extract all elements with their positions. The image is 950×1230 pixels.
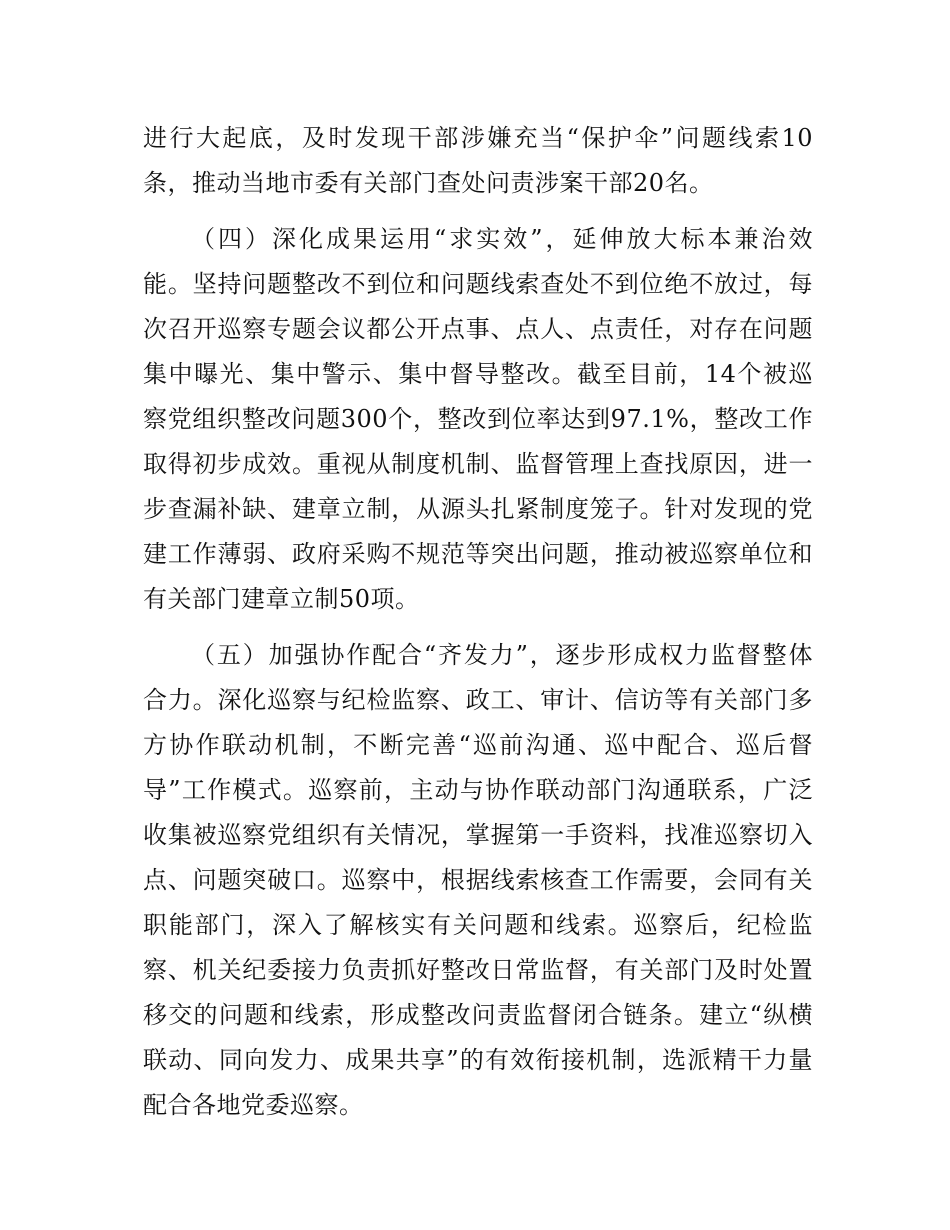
text-line: 导”工作模式。巡察前，主动与协作联动部门沟通联系，广泛 [143, 776, 813, 804]
text-line: 收集被巡察党组织有关情况，掌握第一手资料，找准巡察切入 [143, 821, 813, 849]
text-line: 步查漏补缺、建章立制，从源头扎紧制度笼子。针对发现的党 [143, 495, 813, 523]
text-line: 职能部门，深入了解核实有关问题和线索。巡察后，纪检监 [143, 911, 813, 939]
paragraph-heading-line: （五）加强协作配合“齐发力”，逐步形成权力监督整体 [191, 641, 813, 669]
text-line: 移交的问题和线索，形成整改问责监督闭合链条。建立“纵横 [143, 1001, 813, 1029]
text-line: 条，推动当地市委有关部门查处问责涉案干部20名。 [143, 169, 714, 197]
text-line: 有关部门建章立制50项。 [143, 585, 420, 613]
text-line: 方协作联动机制，不断完善“巡前沟通、巡中配合、巡后督 [143, 731, 813, 759]
text-line: 进行大起底，及时发现干部涉嫌充当“保护伞”问题线索10 [143, 124, 813, 152]
text-line: 点、问题突破口。巡察中，根据线索核查工作需要，会同有关 [143, 866, 813, 894]
text-line: 察、机关纪委接力负责抓好整改日常监督，有关部门及时处置 [143, 956, 813, 984]
text-line: 联动、同向发力、成果共享”的有效衔接机制，选派精干力量 [143, 1046, 813, 1074]
text-line: 取得初步成效。重视从制度机制、监督管理上查找原因，进一 [143, 450, 813, 478]
text-line: 集中曝光、集中警示、集中督导整改。截至目前，14个被巡 [143, 360, 813, 388]
paragraph-heading-line: （四）深化成果运用“求实效”，延伸放大标本兼治效 [191, 225, 813, 253]
text-line: 察党组织整改问题300个，整改到位率达到97.1%，整改工作 [143, 405, 813, 433]
text-line: 能。坚持问题整改不到位和问题线索查处不到位绝不放过，每 [143, 270, 813, 298]
text-line: 配合各地党委巡察。 [143, 1091, 364, 1119]
text-line: 次召开巡察专题会议都公开点事、点人、点责任，对存在问题 [143, 315, 813, 343]
text-line: 合力。深化巡察与纪检监察、政工、审计、信访等有关部门多 [143, 686, 813, 714]
text-line: 建工作薄弱、政府采购不规范等突出问题，推动被巡察单位和 [143, 540, 813, 568]
